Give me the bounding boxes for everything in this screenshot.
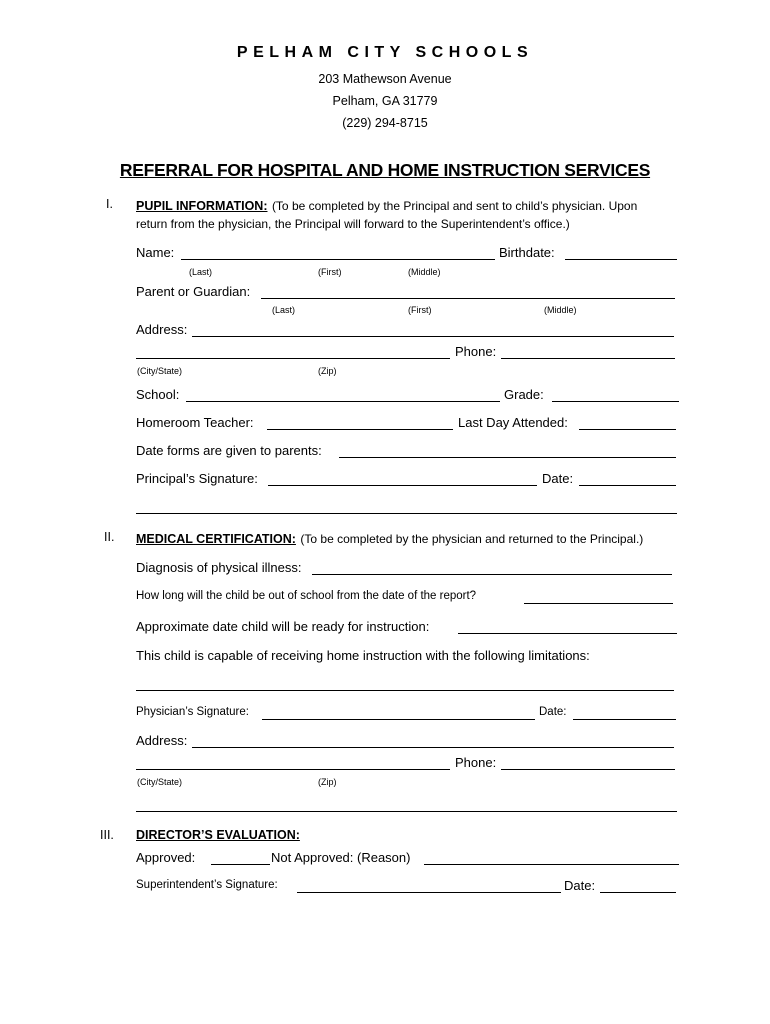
section-divider <box>136 513 677 514</box>
school-city: Pelham, GA 31779 <box>332 94 438 108</box>
name-last-caption: (Last) <box>189 267 213 277</box>
physician-date-label: Date: <box>539 706 567 718</box>
birthdate-field[interactable] <box>565 259 677 260</box>
school-street: 203 Mathewson Avenue <box>318 72 452 86</box>
school-name: PELHAM CITY SCHOOLS <box>236 44 534 61</box>
parent-label: Parent or Guardian: <box>136 284 251 299</box>
limitations-label: This child is capable of receiving home instruction with the following limitations: <box>136 648 590 663</box>
homeroom-label: Homeroom Teacher: <box>136 415 254 430</box>
name-field[interactable] <box>181 259 495 260</box>
physician-city-zip-field[interactable] <box>136 769 450 770</box>
ready-field[interactable] <box>458 633 677 634</box>
supt-sig-label: Superintendent’s Signature: <box>136 879 278 891</box>
section-divider <box>136 811 677 812</box>
school-phone: (229) 294-8715 <box>342 116 428 130</box>
grade-field[interactable] <box>552 401 679 402</box>
section1-header <box>136 197 637 215</box>
phone-field[interactable] <box>501 358 675 359</box>
phone-label: Phone: <box>455 344 497 359</box>
section2-numeral: II. <box>104 530 115 544</box>
birthdate-label: Birthdate: <box>499 245 555 260</box>
section1-title: PUPIL INFORMATION: <box>136 199 268 213</box>
principal-date-field[interactable] <box>579 485 676 486</box>
parent-last-caption: (Last) <box>272 305 296 315</box>
section2-header <box>136 530 643 548</box>
zip-caption: (Zip) <box>318 366 337 376</box>
physician-phone-field[interactable] <box>501 769 675 770</box>
supt-date-label: Date: <box>564 878 596 893</box>
approved-label: Approved: <box>136 850 196 865</box>
city-state-caption: (City/State) <box>137 366 183 376</box>
section3-title: DIRECTOR’S EVALUATION: <box>136 828 300 842</box>
homeroom-field[interactable] <box>267 429 453 430</box>
school-label: School: <box>136 387 180 402</box>
physician-zip-caption: (Zip) <box>318 777 337 787</box>
school-field[interactable] <box>186 401 500 402</box>
how-long-label: How long will the child be out of school from the date of the report? <box>136 590 477 602</box>
section2-title: MEDICAL CERTIFICATION: <box>136 532 296 546</box>
physician-sig-label: Physician’s Signature: <box>136 706 249 718</box>
address-field[interactable] <box>192 336 674 337</box>
principal-date-label: Date: <box>542 471 574 486</box>
how-long-field[interactable] <box>524 603 673 604</box>
name-first-caption: (First) <box>318 267 342 277</box>
name-middle-caption: (Middle) <box>408 267 441 277</box>
principal-sig-label: Principal’s Signature: <box>136 471 258 486</box>
parent-middle-caption: (Middle) <box>544 305 577 315</box>
section3-numeral: III. <box>100 828 114 842</box>
limitations-field[interactable] <box>136 690 674 691</box>
approved-field[interactable] <box>211 864 270 865</box>
physician-sig-field[interactable] <box>262 719 535 720</box>
supt-sig-field[interactable] <box>297 892 561 893</box>
not-approved-reason-field[interactable] <box>424 864 679 865</box>
section2-note: (To be completed by the physician and returned to the Principal.) <box>300 532 644 546</box>
physician-phone-label: Phone: <box>455 755 497 770</box>
date-forms-field[interactable] <box>339 457 676 458</box>
supt-date-field[interactable] <box>600 892 676 893</box>
principal-sig-field[interactable] <box>268 485 537 486</box>
last-day-field[interactable] <box>579 429 676 430</box>
not-approved-label: Not Approved: (Reason) <box>271 850 411 865</box>
section1-note: (To be completed by the Principal and sent to child’s physician. Upon <box>271 199 638 213</box>
last-day-label: Last Day Attended: <box>458 415 568 430</box>
physician-city-state-caption: (City/State) <box>137 777 183 787</box>
parent-first-caption: (First) <box>408 305 432 315</box>
address-label: Address: <box>136 322 188 337</box>
city-state-zip-field[interactable] <box>136 358 450 359</box>
physician-address-field[interactable] <box>192 747 674 748</box>
diagnosis-label: Diagnosis of physical illness: <box>136 560 302 575</box>
section1-note-cont: return from the physician, the Principal will forward to the Superintendent’s office.) <box>136 217 570 231</box>
grade-label: Grade: <box>504 387 544 402</box>
diagnosis-field[interactable] <box>312 574 672 575</box>
date-forms-label: Date forms are given to parents: <box>136 443 322 458</box>
name-label: Name: <box>136 245 175 260</box>
section1-numeral: I. <box>106 197 113 211</box>
form-title: REFERRAL FOR HOSPITAL AND HOME INSTRUCTION SERVICES <box>119 160 651 180</box>
physician-date-field[interactable] <box>573 719 676 720</box>
ready-label: Approximate date child will be ready for instruction: <box>136 619 430 634</box>
physician-address-label: Address: <box>136 733 188 748</box>
parent-field[interactable] <box>261 298 675 299</box>
